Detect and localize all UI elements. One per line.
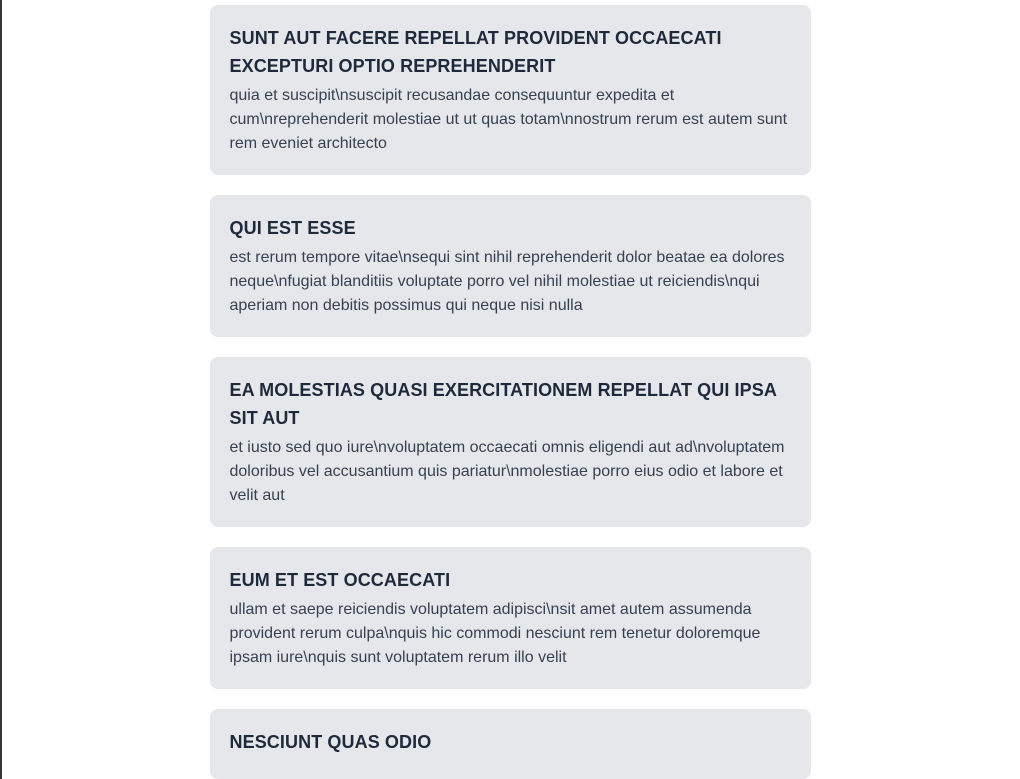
posts-list [210, 0, 811, 779]
post-body: quia et suscipit\nsuscipit recusandae consequuntur expedita et cum\nreprehenderit molestiae ut ut quas totam\nnostrum rerum est autem sunt rem eveniet architecto [229, 87, 788, 152]
post-body: ullam et saepe reiciendis voluptatem adipisci\nsit amet autem assumenda provident rerum culpa\nquis hic commodi nesciunt rem tenetur doloremque ipsam iure\nquis sunt voluptatem rerum illo velit [229, 601, 761, 666]
post-card[interactable] [210, 709, 811, 779]
post-title: EUM ET EST OCCAECATI [229, 570, 451, 590]
post-card[interactable] [210, 357, 811, 527]
post-card[interactable] [210, 195, 811, 337]
post-card[interactable] [210, 5, 811, 175]
post-body: et iusto sed quo iure\nvoluptatem occaecati omnis eligendi aut ad\nvoluptatem doloribus vel accusantium quis pariatur\nmolestiae porro eius odio et labore et velit aut [229, 439, 785, 504]
post-body: est rerum tempore vitae\nsequi sint nihil reprehenderit dolor beatae ea dolores neque\nfugiat blanditiis voluptate porro vel nihil molestiae ut reiciendis\nqui aperiam non debitis possimus qui neque nisi nulla [229, 249, 785, 314]
post-card[interactable] [210, 547, 811, 689]
post-title: NESCIUNT QUAS ODIO [229, 732, 432, 752]
window-left-edge [0, 0, 2, 779]
post-title: SUNT AUT FACERE REPELLAT PROVIDENT OCCAECATI EXCEPTURI OPTIO REPREHENDERIT [229, 28, 722, 76]
post-title: EA MOLESTIAS QUASI EXERCITATIONEM REPELLAT QUI IPSA SIT AUT [229, 380, 777, 428]
post-title: QUI EST ESSE [229, 218, 356, 238]
